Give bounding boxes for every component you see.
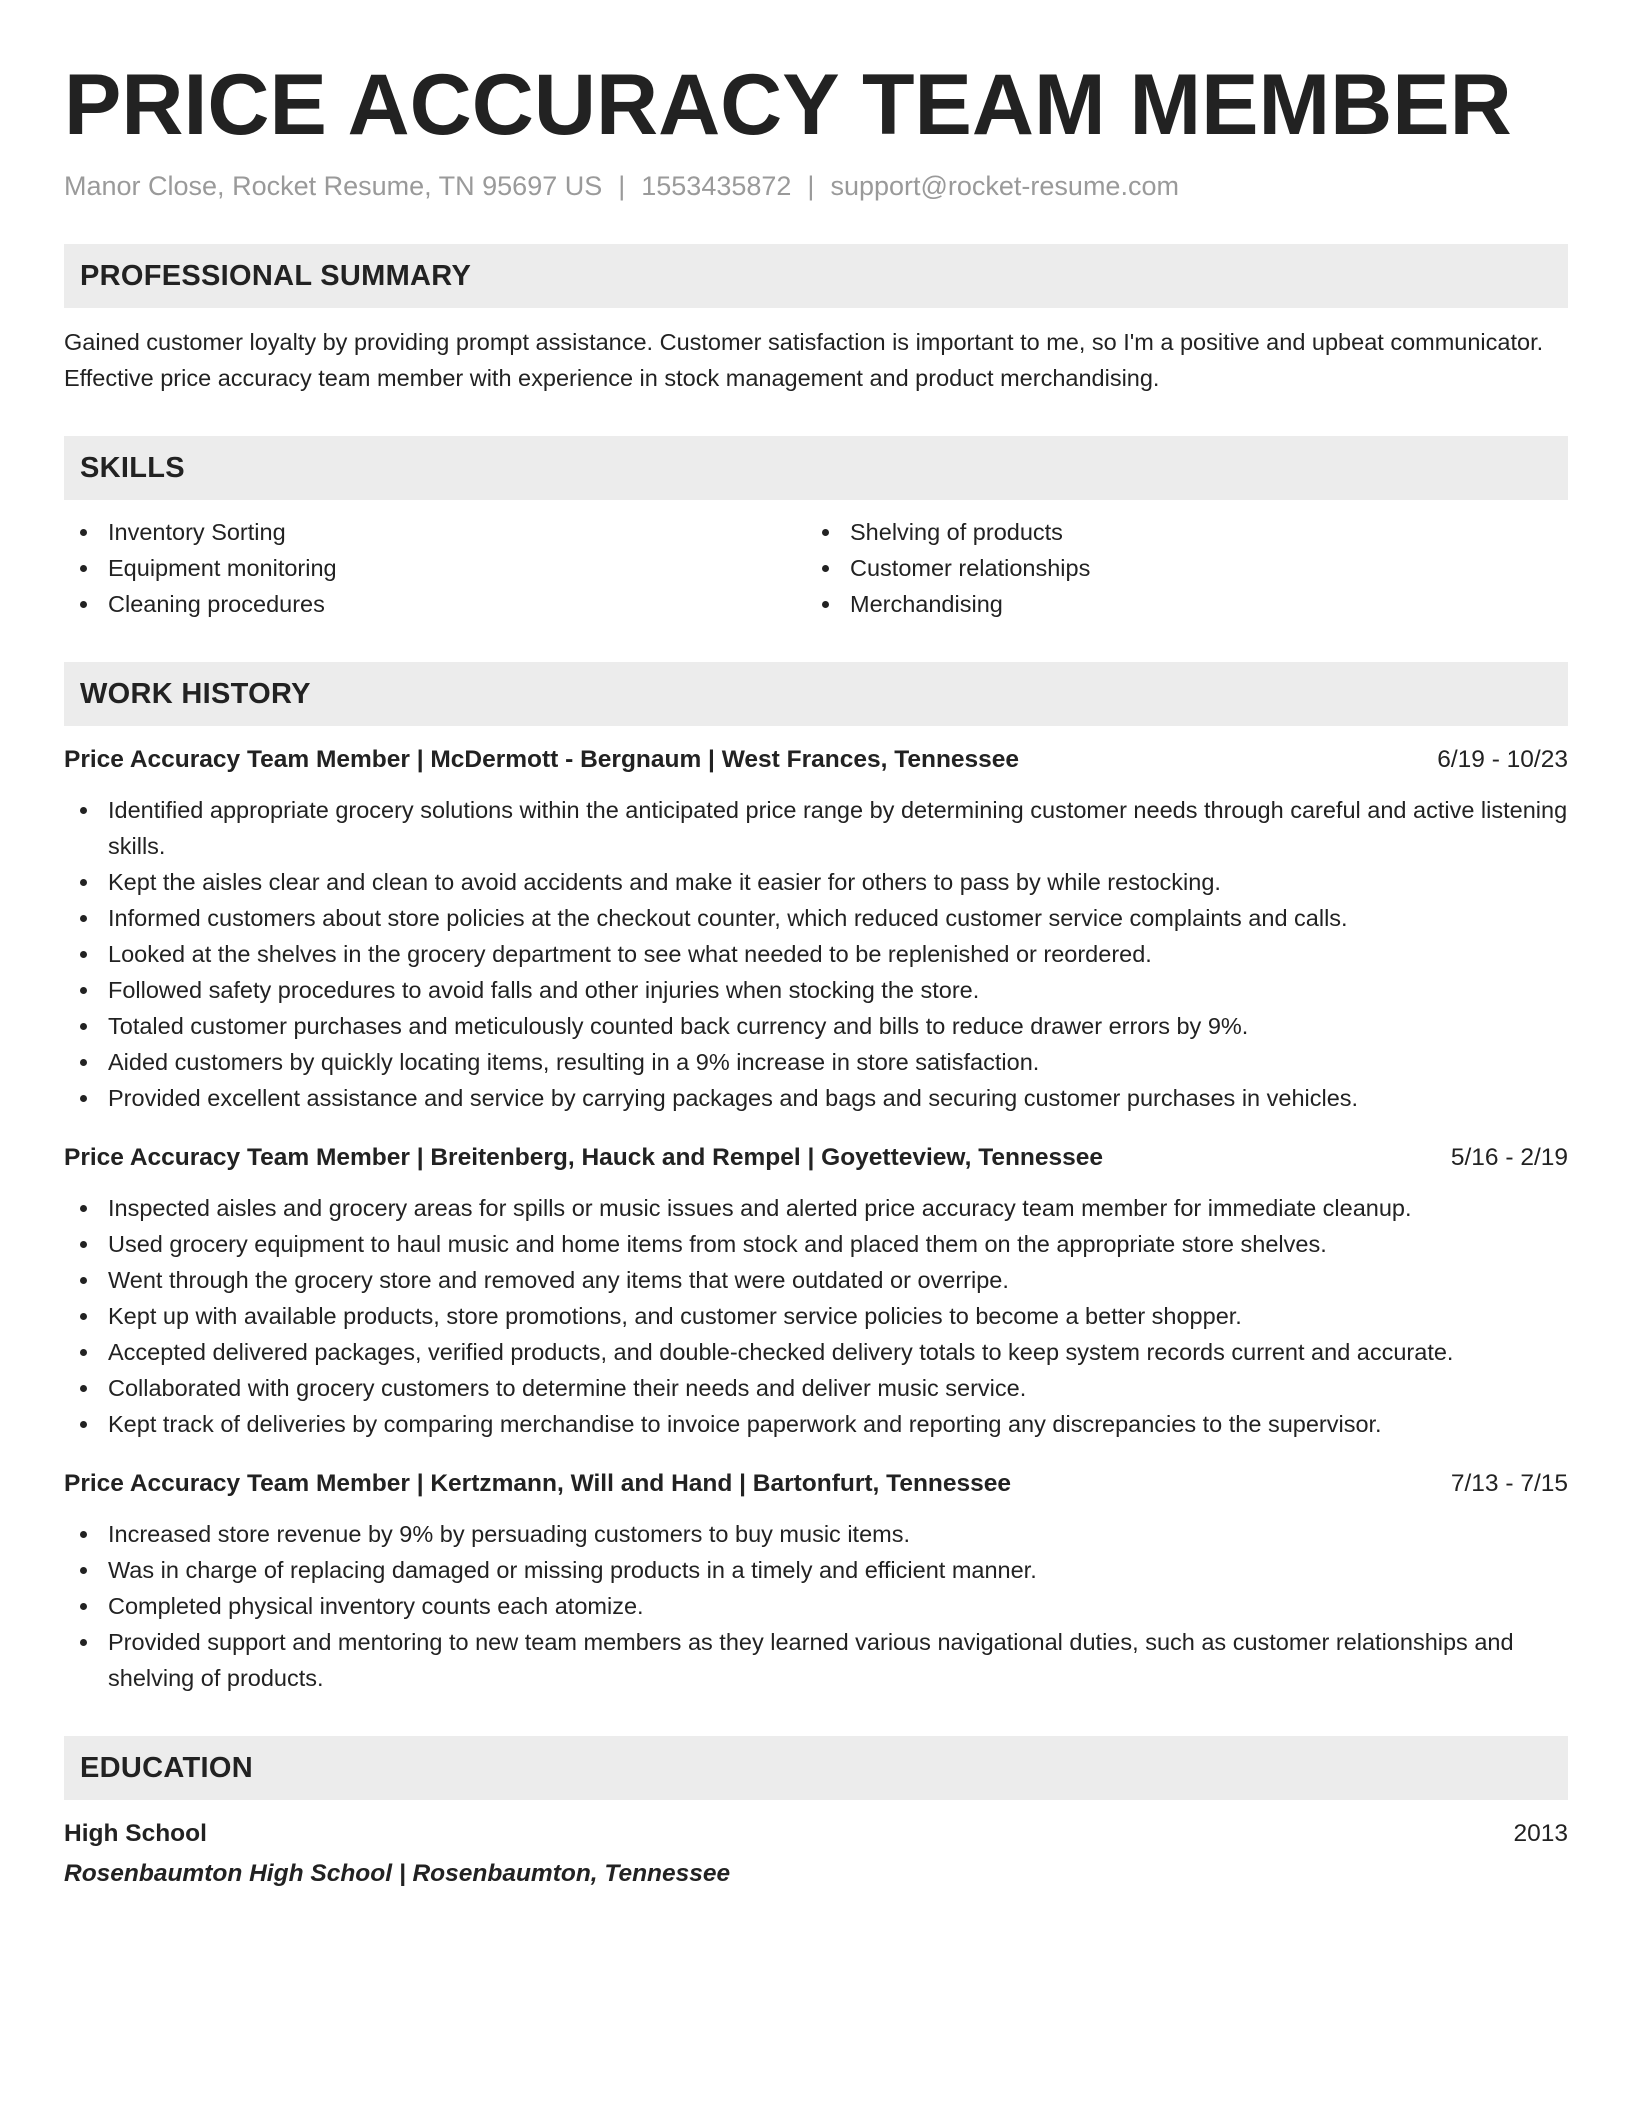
- work-history-heading: WORK HISTORY: [64, 662, 1568, 726]
- education-school: Rosenbaumton High School | Rosenbaumton, Tennessee: [64, 1860, 731, 1887]
- job-bullets: [64, 1190, 1568, 1442]
- job-bullet: Kept the aisles clear and clean to avoid accidents and make it easier for others to pass by while restocking.: [64, 864, 1568, 900]
- skill-item: Cleaning procedures: [64, 586, 806, 622]
- skills-right-column: [806, 514, 1548, 622]
- contact-line: [64, 168, 1568, 204]
- job-bullet: Aided customers by quickly locating items, resulting in a 9% increase in store satisfaction.: [64, 1044, 1568, 1080]
- education-header: [64, 1816, 1568, 1852]
- job-bullet: Totaled customer purchases and meticulously counted back currency and bills to reduce drawer errors by 9%.: [64, 1008, 1568, 1044]
- job-header: [64, 1466, 1568, 1502]
- skills-columns: [64, 514, 1568, 622]
- job-bullet: Went through the grocery store and removed any items that were outdated or overripe.: [64, 1262, 1568, 1298]
- job-dates: 5/16 - 2/19: [1450, 1144, 1568, 1171]
- job-dates: 7/13 - 7/15: [1450, 1470, 1568, 1497]
- job-bullet: Provided support and mentoring to new team members as they learned various navigational duties, such as customer relationships and shelving of products.: [64, 1624, 1568, 1696]
- job-bullet: Inspected aisles and grocery areas for spills or music issues and alerted price accuracy team member for immediate cleanup.: [64, 1190, 1568, 1226]
- job-bullets: [64, 1516, 1568, 1696]
- summary-text: Gained customer loyalty by providing prompt assistance. Customer satisfaction is important to me, so I'm a positive and upbeat communicator. Effective price accuracy team member with experience in stock management and product merchandising.: [64, 329, 1544, 391]
- skill-item: Customer relationships: [806, 550, 1548, 586]
- job-bullet: Used grocery equipment to haul music and home items from stock and placed them on the appropriate store shelves.: [64, 1226, 1568, 1262]
- job-dates: 6/19 - 10/23: [1437, 746, 1568, 773]
- job-entry: [64, 742, 1568, 1116]
- job-bullet: Looked at the shelves in the grocery department to see what needed to be replenished or reordered.: [64, 936, 1568, 972]
- skill-item: Equipment monitoring: [64, 550, 806, 586]
- job-title: Price Accuracy Team Member | Breitenberg, Hauck and Rempel | Goyetteview, Tennessee: [64, 1144, 1104, 1171]
- skill-item: Merchandising: [806, 586, 1548, 622]
- job-bullet: Identified appropriate grocery solutions within the anticipated price range by determining customer needs through careful and active listening skills.: [64, 792, 1568, 864]
- skills-left-column: [64, 514, 806, 622]
- job-bullet: Collaborated with grocery customers to determine their needs and deliver music service.: [64, 1370, 1568, 1406]
- resume-title: PRICE ACCURACY TEAM MEMBER: [64, 57, 1512, 153]
- job-bullet: Completed physical inventory counts each atomize.: [64, 1588, 1568, 1624]
- skills-heading: SKILLS: [64, 436, 1568, 500]
- job-header: [64, 742, 1568, 778]
- education-heading: EDUCATION: [64, 1736, 1568, 1800]
- summary-heading: PROFESSIONAL SUMMARY: [64, 244, 1568, 308]
- contact-phone: 1553435872: [641, 171, 792, 201]
- contact-address: Manor Close, Rocket Resume, TN 95697 US: [64, 171, 603, 201]
- job-bullet: Was in charge of replacing damaged or missing products in a timely and efficient manner.: [64, 1552, 1568, 1588]
- education-degree: High School: [64, 1820, 207, 1847]
- resume-page: [64, 56, 1568, 1892]
- contact-separator: |: [618, 171, 626, 201]
- contact-separator: |: [807, 171, 815, 201]
- education-year: 2013: [1513, 1820, 1568, 1847]
- skill-item: Inventory Sorting: [64, 514, 806, 550]
- job-bullet: Informed customers about store policies at the checkout counter, which reduced customer service complaints and calls.: [64, 900, 1568, 936]
- job-header: [64, 1140, 1568, 1176]
- job-title: Price Accuracy Team Member | McDermott - Bergnaum | West Frances, Tennessee: [64, 746, 1020, 773]
- job-title: Price Accuracy Team Member | Kertzmann, Will and Hand | Bartonfurt, Tennessee: [64, 1470, 1012, 1497]
- job-bullet: Accepted delivered packages, verified products, and double-checked delivery totals to keep system records current and accurate.: [64, 1334, 1568, 1370]
- job-bullet: Increased store revenue by 9% by persuading customers to buy music items.: [64, 1516, 1568, 1552]
- job-entry: [64, 1466, 1568, 1696]
- job-bullets: [64, 792, 1568, 1116]
- skill-item: Shelving of products: [806, 514, 1548, 550]
- job-bullet: Followed safety procedures to avoid falls and other injuries when stocking the store.: [64, 972, 1568, 1008]
- job-bullet: Provided excellent assistance and service by carrying packages and bags and securing customer purchases in vehicles.: [64, 1080, 1568, 1116]
- job-bullet: Kept track of deliveries by comparing merchandise to invoice paperwork and reporting any discrepancies to the supervisor.: [64, 1406, 1568, 1442]
- job-bullet: Kept up with available products, store promotions, and customer service policies to become a better shopper.: [64, 1298, 1568, 1334]
- contact-email: support@rocket-resume.com: [830, 171, 1179, 201]
- job-entry: [64, 1140, 1568, 1442]
